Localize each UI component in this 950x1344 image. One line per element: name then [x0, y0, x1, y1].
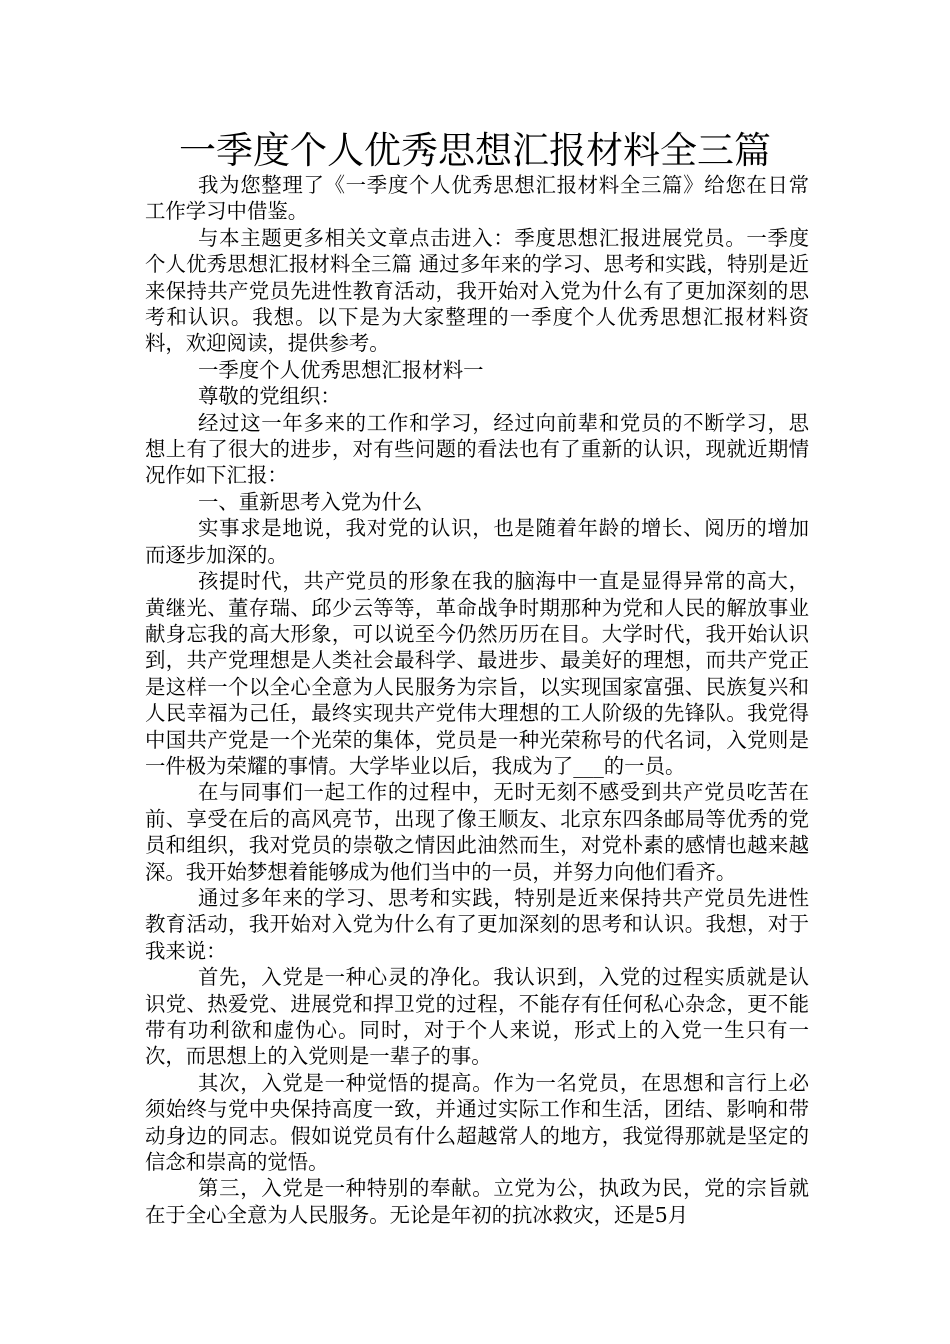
- paragraph-intro: 我为您整理了《一季度个人优秀思想汇报材料全三篇》给您在日常工作学习中借鉴。: [145, 173, 809, 224]
- paragraph-childhood: 孩提时代，共产党员的形象在我的脑海中一直是显得异常的高大，黄继光、董存瑞、邱少云等等，革命战争时期那种为党和人民的解放事业献身忘我的高大形象，可以说至今仍然历历在目。大学时代，我开始认识到，共产党理想是人类社会最科学、最进步、最美好的理想，而共产党正是这样一个以全心全意为人民服务为宗旨，以实现国家富强、民族复兴和人民幸福为己任，最终实现共产党伟大理想的工人阶级的先锋队。我党得中国共产党是一个光荣的集体，党员是一种光荣称号的代名词，入党则是一件极为荣耀的事情。大学毕业以后，我成为了___的一员。: [145, 569, 809, 778]
- paragraph-related-articles: 与本主题更多相关文章点击进入：季度思想汇报进展党员。一季度个人优秀思想汇报材料全三篇 通过多年来的学习、思考和实践，特别是近来保持共产党员先进性教育活动，我开始对入党为什么有了更加深刻的思考和认识。我想。以下是为大家整理的一季度个人优秀思想汇报材料资料，欢迎阅读，提供参考。: [145, 225, 809, 356]
- paragraph-third-point: 第三，入党是一种特别的奉献。立党为公，执政为民，党的宗旨就在于全心全意为人民服务。无论是年初的抗冰救灾，还是5月: [145, 1176, 809, 1227]
- paragraph-first-point: 首先，入党是一种心灵的净化。我认识到，入党的过程实质就是认识党、热爱党、进展党和捍卫党的过程，不能存有任何私心杂念，更不能带有功利欲和虚伪心。同时，对于个人来说，形式上的入党一生只有一次，而思想上的入党则是一辈子的事。: [145, 965, 809, 1069]
- document-title: 一季度个人优秀思想汇报材料全三篇: [179, 129, 771, 172]
- paragraph-reflection: 通过多年来的学习、思考和实践，特别是近来保持共产党员先进性教育活动，我开始对入党为什么有了更加深刻的思考和认识。我想，对于我来说：: [145, 885, 809, 963]
- subheading-why-join-party: 一、重新思考入党为什么: [198, 489, 423, 514]
- salutation: 尊敬的党组织：: [198, 384, 341, 409]
- paragraph-opening: 经过这一年多来的工作和学习，经过向前辈和党员的不断学习，思想上有了很大的进步，对有些问题的看法也有了重新的认识，现就近期情况作如下汇报：: [145, 410, 809, 488]
- section-heading-material-one: 一季度个人优秀思想汇报材料一: [198, 357, 484, 382]
- paragraph-second-point: 其次，入党是一种觉悟的提高。作为一名党员，在思想和言行上必须始终与党中央保持高度一致，并通过实际工作和生活，团结、影响和带动身边的同志。假如说党员有什么超越常人的地方，我觉得那就是坚定的信念和崇高的觉悟。: [145, 1070, 809, 1175]
- paragraph-colleagues: 在与同事们一起工作的过程中，无时无刻不感受到共产党员吃苦在前、享受在后的高风亮节，出现了像王顺友、北京东四条邮局等优秀的党员和组织，我对党员的崇敬之情因此油然而生，对党朴素的感情也越来越深。我开始梦想着能够成为他们当中的一员，并努力向他们看齐。: [145, 780, 809, 884]
- paragraph-understanding: 实事求是地说，我对党的认识，也是随着年龄的增长、阅历的增加而逐步加深的。: [145, 516, 809, 567]
- document-body: [145, 172, 809, 1228]
